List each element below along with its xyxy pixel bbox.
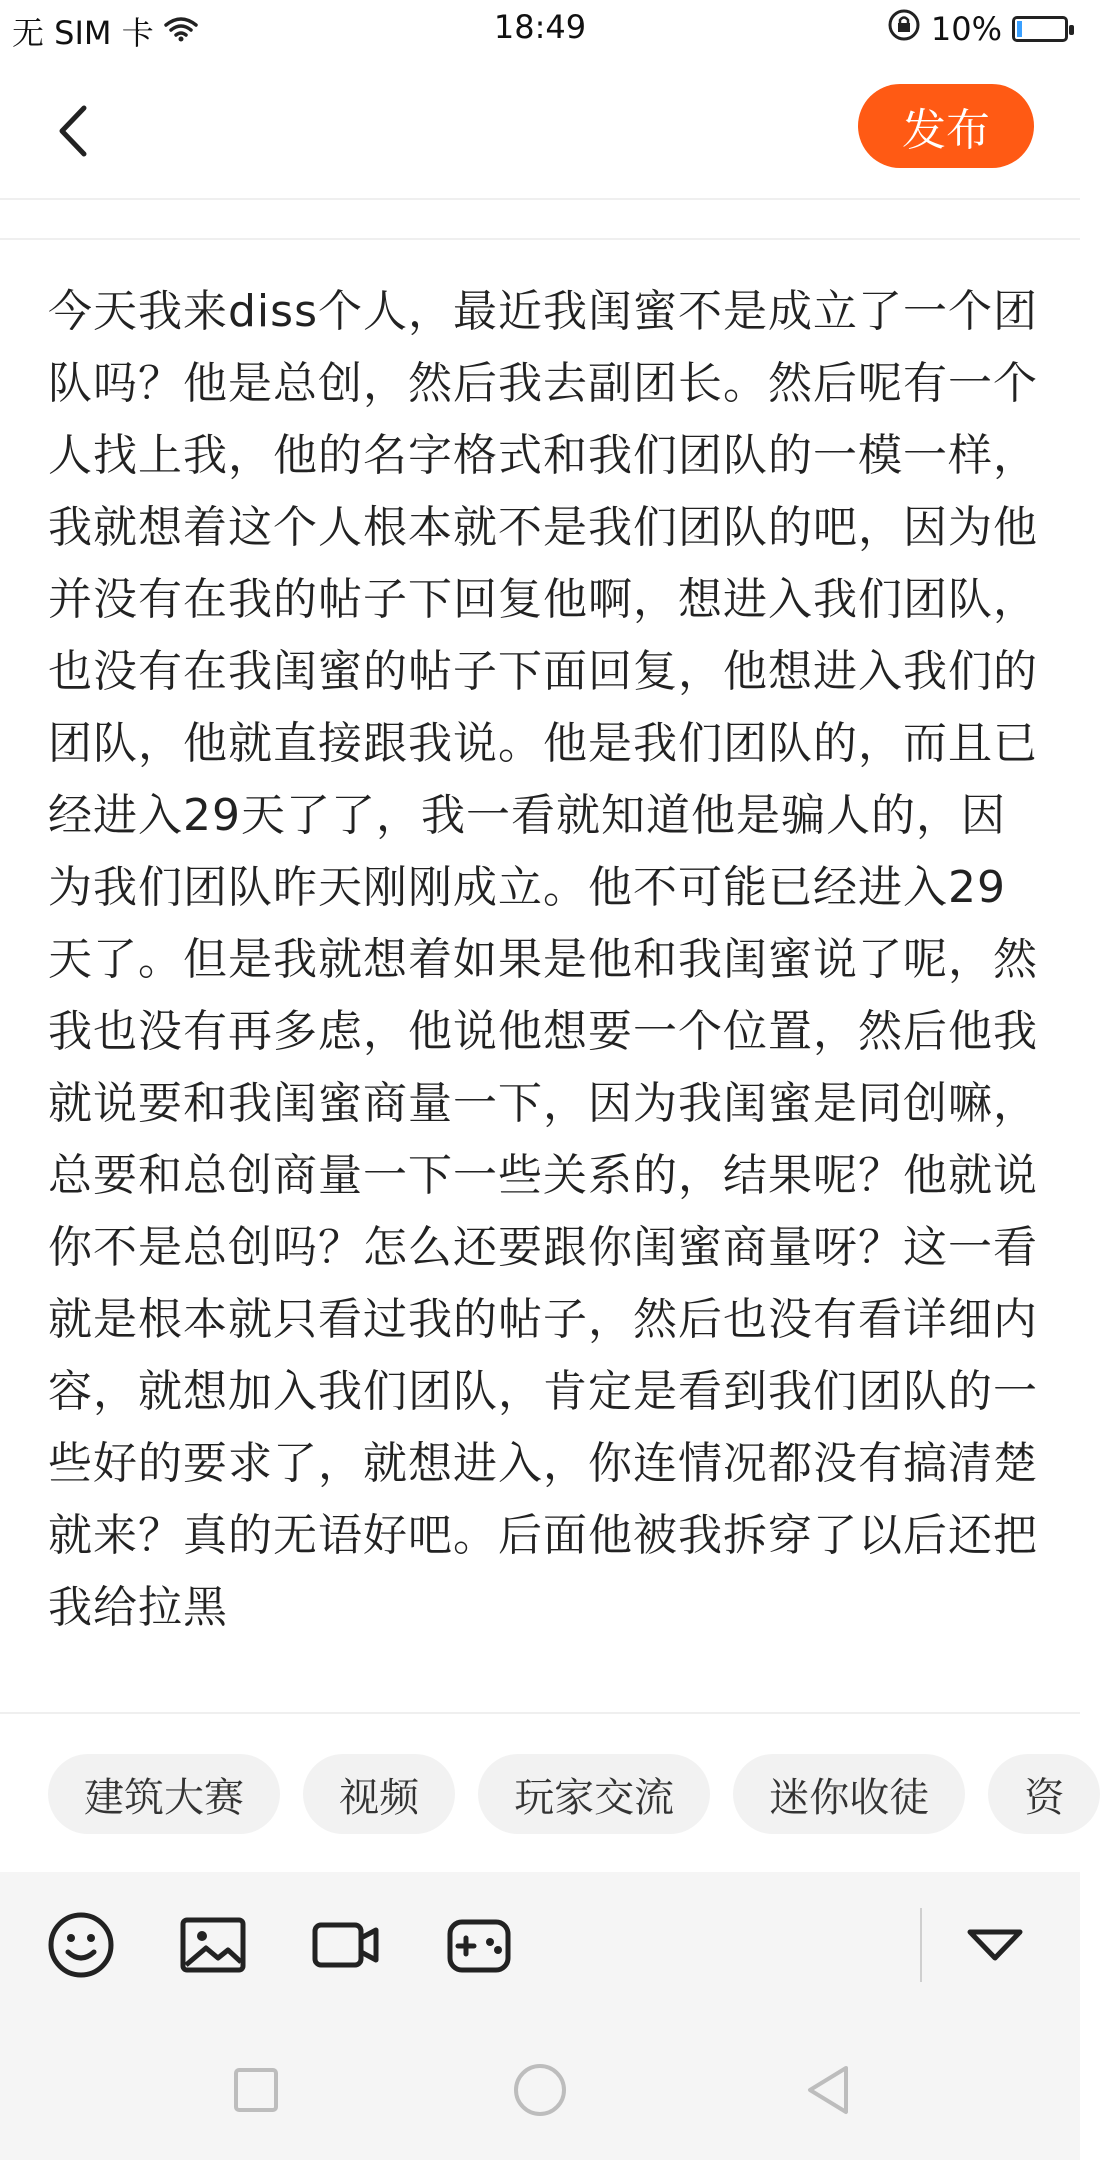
carrier-text: 无 SIM 卡 xyxy=(12,14,154,52)
publish-button[interactable]: 发布 xyxy=(858,84,1034,168)
tag-chip[interactable]: 玩家交流 xyxy=(478,1754,710,1834)
back-button[interactable] xyxy=(40,96,110,166)
editor-toolbar xyxy=(0,1872,1080,2018)
image-icon[interactable] xyxy=(178,1910,248,1980)
tags-divider xyxy=(0,1712,1080,1714)
battery-level xyxy=(1017,21,1022,37)
battery-percent: 10% xyxy=(930,10,1002,48)
tag-list xyxy=(48,1754,1065,1834)
tag-chip[interactable]: 建筑大赛 xyxy=(48,1754,280,1834)
rotation-lock-icon xyxy=(887,8,921,50)
tag-chip[interactable]: 资 xyxy=(988,1754,1100,1834)
header xyxy=(0,56,1080,200)
video-icon[interactable] xyxy=(310,1910,380,1980)
back-icon[interactable] xyxy=(800,2060,860,2120)
header-divider xyxy=(0,198,1080,200)
status-right xyxy=(887,8,1068,50)
post-content-editor[interactable]: 今天我来diss个人，最近我闺蜜不是成立了一个团队吗？他是总创，然后我去副团长。然后呢有一个人找上我，他的名字格式和我们团队的一模一样，我就想着这个人根本就不是我们团队的吧，因为他并没有在我的帖子下回复他啊，想进入我们团队，也没有在我闺蜜的帖子下面回复，他想进入我们的团队，他就直接跟我说。他是我们团队的，而且已经进入29天了了，我一看就知道他是骗人的，因为我们团队昨天刚刚成立。他不可能已经进入29天了。但是我就想着如果是他和我闺蜜说了呢，然我也没有再多虑，他说他想要一个位置，然后他我就说要和我闺蜜商量一下，因为我闺蜜是同创嘛，总要和总创商量一下一些关系的，结果呢？他就说你不是总创吗？怎么还要跟你闺蜜商量呀？这一看就是根本就只看过我的帖子，然后也没有看详细内容，就想加入我们团队，肯定是看到我们团队的一些好的要求了，就想进入，你连情况都没有搞清楚就来？真的无语好吧。后面他被我拆穿了以后还把我给拉黑 xyxy=(48,286,1039,1633)
tag-chip[interactable]: 视频 xyxy=(303,1754,455,1834)
chevron-left-icon xyxy=(40,96,110,166)
tag-chip[interactable]: 迷你收徒 xyxy=(733,1754,965,1834)
toolbar-separator xyxy=(920,1908,922,1982)
collapse-icon[interactable] xyxy=(960,1910,1030,1980)
title-divider xyxy=(0,238,1080,240)
battery-icon xyxy=(1012,16,1068,42)
emoji-icon[interactable] xyxy=(46,1910,116,1980)
status-bar xyxy=(0,0,1080,56)
recent-apps-icon[interactable] xyxy=(226,2060,286,2120)
home-icon[interactable] xyxy=(510,2060,570,2120)
status-time: 18:49 xyxy=(493,8,587,46)
system-navbar xyxy=(0,2018,1080,2160)
game-icon[interactable] xyxy=(444,1910,514,1980)
